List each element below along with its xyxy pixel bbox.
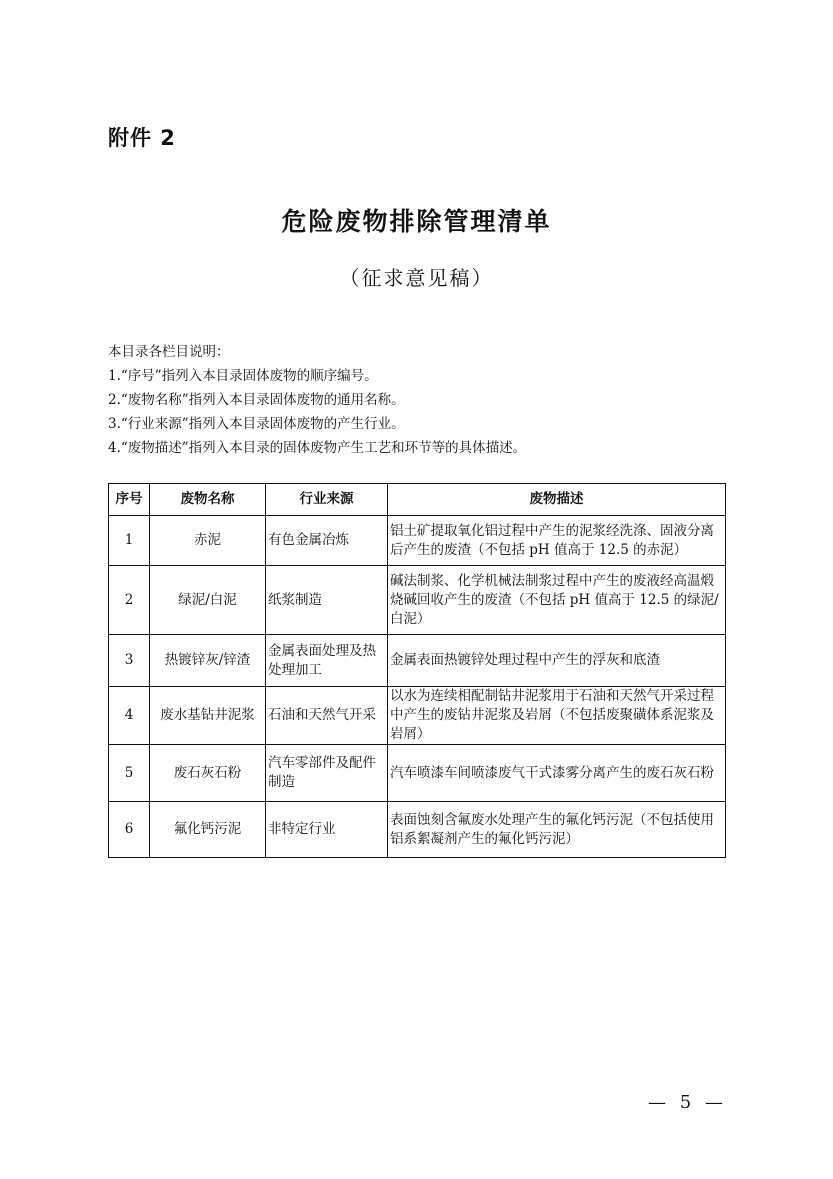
- cell-no: 5: [109, 745, 150, 802]
- note-item: 4.“废物描述”指列入本目录的固体废物产生工艺和环节等的具体描述。: [108, 440, 527, 456]
- document-subtitle: （征求意见稿）: [339, 266, 494, 290]
- cell-description: 铝土矿提取氧化铝过程中产生的泥浆经洗涤、固液分离后产生的废渣（不包括 pH 值高于 12.5 的赤泥）: [388, 516, 726, 566]
- cell-description: 以水为连续相配制钻井泥浆用于石油和天然气开采过程中产生的废钻井泥浆及岩屑（不包括废聚磺体系泥浆及岩屑）: [388, 687, 726, 745]
- cell-name: 废石灰石粉: [150, 745, 266, 802]
- notes-intro: 本目录各栏目说明：: [108, 344, 230, 360]
- cell-name: 废水基钻井泥浆: [150, 687, 266, 745]
- cell-industry: 石油和天然气开采: [266, 687, 388, 745]
- cell-description: 表面蚀刻含氟废水处理产生的氟化钙污泥（不包括使用铝系絮凝剂产生的氟化钙污泥）: [388, 802, 726, 858]
- column-notes: [108, 340, 526, 460]
- table-row: [109, 745, 726, 802]
- header-description: 废物描述: [388, 484, 726, 516]
- header-industry: 行业来源: [266, 484, 388, 516]
- table-row: [109, 635, 726, 687]
- header-name: 废物名称: [150, 484, 266, 516]
- waste-exclusion-table: [108, 483, 726, 858]
- cell-description: 汽车喷漆车间喷漆废气干式漆雾分离产生的废石灰石粉: [388, 745, 726, 802]
- attachment-label: 附件 2: [108, 126, 176, 150]
- note-item: 3.“行业来源”指列入本目录固体废物的产生行业。: [108, 416, 405, 432]
- cell-name: 赤泥: [150, 516, 266, 566]
- document-title: 危险废物排除管理清单: [281, 207, 552, 236]
- note-item: 2.“废物名称”指列入本目录固体废物的通用名称。: [108, 392, 405, 408]
- cell-industry: 纸浆制造: [266, 566, 388, 635]
- cell-no: 4: [109, 687, 150, 745]
- cell-industry: 汽车零部件及配件制造: [266, 745, 388, 802]
- cell-no: 3: [109, 635, 150, 687]
- cell-name: 氟化钙污泥: [150, 802, 266, 858]
- table-row: [109, 566, 726, 635]
- cell-no: 2: [109, 566, 150, 635]
- cell-industry: 非特定行业: [266, 802, 388, 858]
- cell-no: 6: [109, 802, 150, 858]
- page-number: — 5 —: [648, 1092, 727, 1113]
- table-row: [109, 687, 726, 745]
- table-row: [109, 802, 726, 858]
- cell-description: 碱法制浆、化学机械法制浆过程中产生的废液经高温煅烧碱回收产生的废渣（不包括 pH 值高于 12.5 的绿泥/白泥）: [388, 566, 726, 635]
- table-row: [109, 516, 726, 566]
- cell-description: 金属表面热镀锌处理过程中产生的浮灰和底渣: [388, 635, 726, 687]
- cell-no: 1: [109, 516, 150, 566]
- header-no: 序号: [109, 484, 150, 516]
- note-item: 1.“序号”指列入本目录固体废物的顺序编号。: [108, 368, 378, 384]
- table-header-row: [109, 484, 726, 516]
- cell-industry: 金属表面处理及热处理加工: [266, 635, 388, 687]
- cell-name: 绿泥/白泥: [150, 566, 266, 635]
- cell-industry: 有色金属冶炼: [266, 516, 388, 566]
- cell-name: 热镀锌灰/锌渣: [150, 635, 266, 687]
